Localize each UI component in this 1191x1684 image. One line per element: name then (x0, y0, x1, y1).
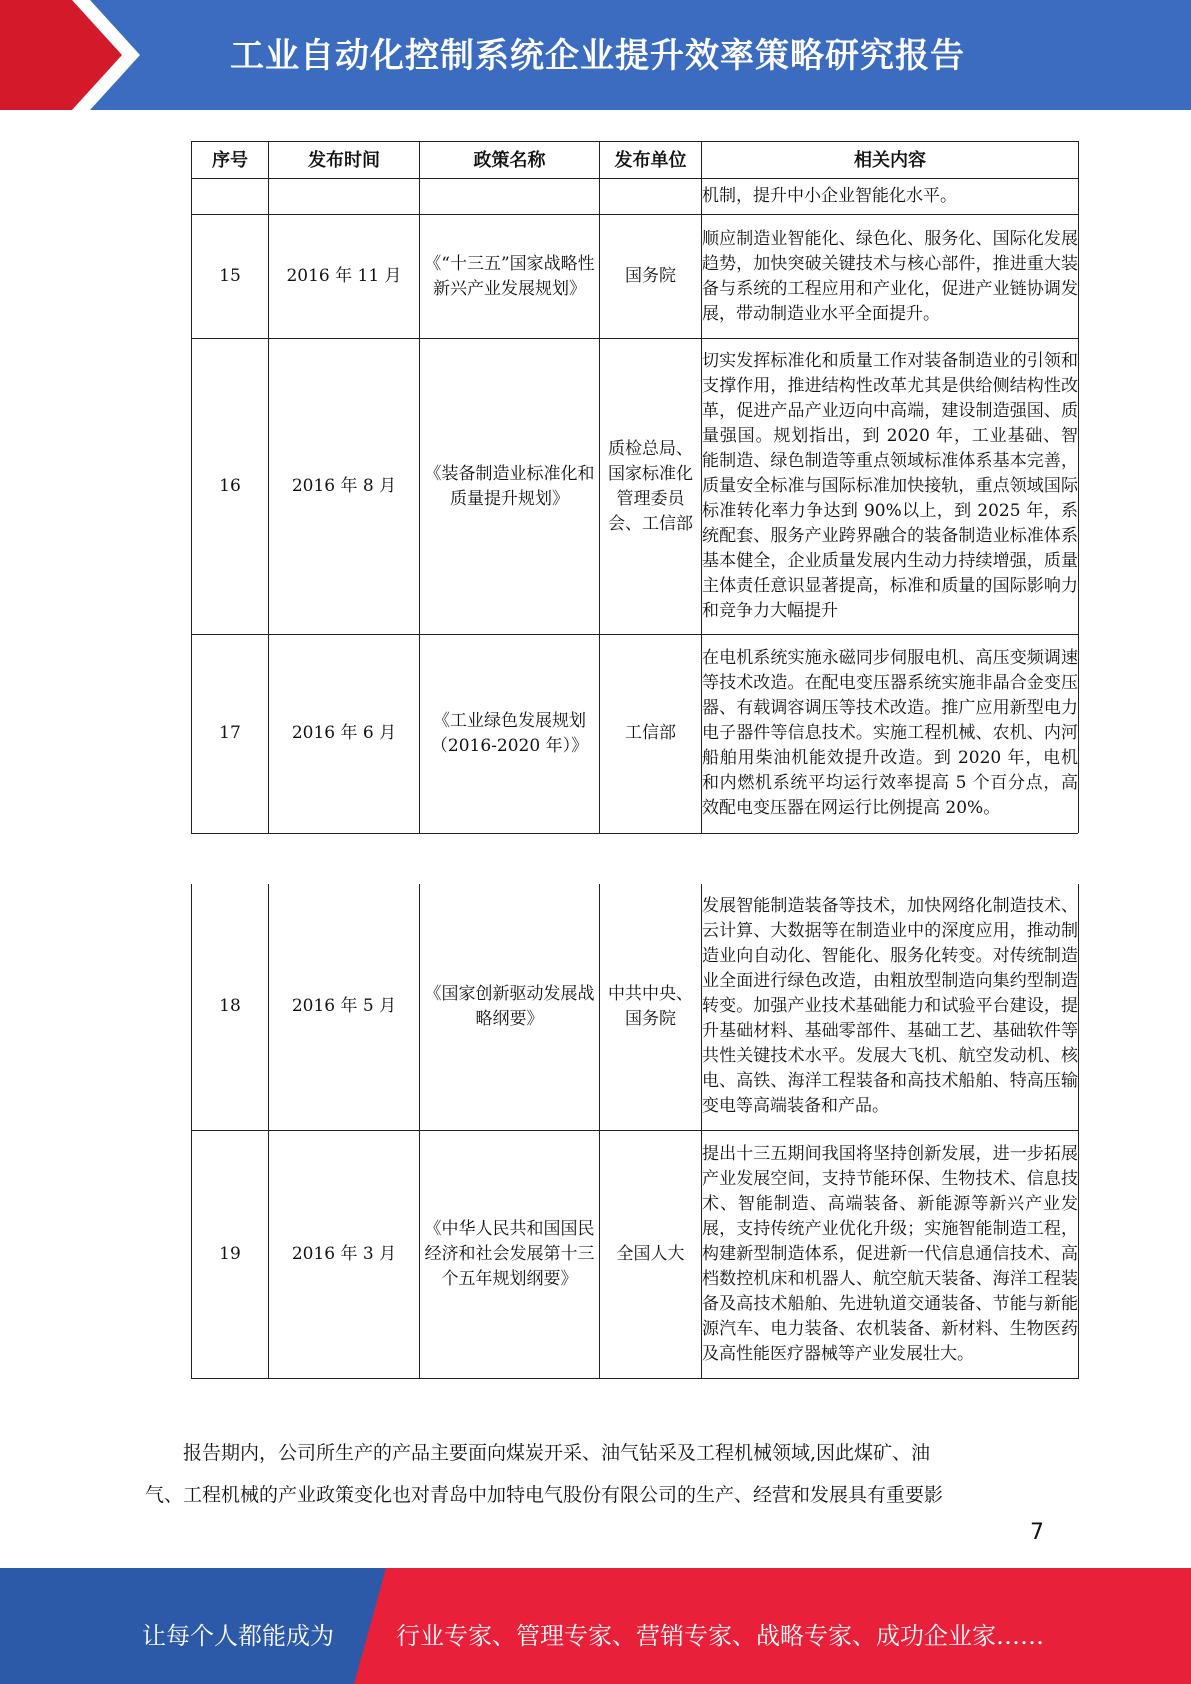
row-policy-name: 《装备制造业标准化和质量提升规划》 (420, 339, 600, 635)
col-header-content: 相关内容 (702, 142, 1079, 179)
footer-slogan-left: 让每个人都能成为 (142, 1622, 334, 1650)
row-content: 发展智能制造装备等技术，加快网络化制造技术、云计算、大数据等在制造业中的深度应用，推动制造业向自动化、智能化、服务化转变。对传统制造业全面进行绿色改造，由粗放型制造向集约型制造转变。加强产业技术基础能力和试验平台建设，提升基础材料、基础零部件、基础工艺、基础软件等共性关键技术水平。发展大飞机、航空发动机、核电、高铁、海洋工程装备和高技术船舶、特高压输变电等高端装备和产品。 (702, 884, 1079, 1130)
row-issuer: 质检总局、国家标准化管理委员会、工信部 (600, 339, 702, 635)
table-row (192, 215, 1079, 339)
row-issuer: 工信部 (600, 635, 702, 833)
row-issuer: 国务院 (600, 215, 702, 339)
policy-table-continued (191, 884, 1079, 1379)
row-date: 2016 年 5 月 (269, 884, 420, 1130)
table-row (192, 635, 1079, 833)
row-date: 2016 年 6 月 (269, 635, 420, 833)
row-no: 19 (192, 1130, 269, 1378)
paragraph-line-2: 气、工程机械的产业政策变化也对青岛中加特电气股份有限公司的生产、经营和发展具有重要影 (145, 1484, 944, 1506)
col-header-no: 序号 (192, 142, 269, 179)
row-date: 2016 年 3 月 (269, 1130, 420, 1378)
row-policy-name: 《国家创新驱动发展战略纲要》 (420, 884, 600, 1130)
col-header-name: 政策名称 (420, 142, 600, 179)
row-issuer: 中共中央、国务院 (600, 884, 702, 1130)
col-header-date: 发布时间 (269, 142, 420, 179)
paragraph-line-1: 报告期内，公司所生产的产品主要面向煤炭开采、油气钻采及工程机械领域,因此煤矿、油 (183, 1442, 931, 1464)
row-no: 15 (192, 215, 269, 339)
table-row (192, 1130, 1079, 1378)
page-number: 7 (1030, 1520, 1044, 1545)
row-no: 18 (192, 884, 269, 1130)
row-date: 2016 年 11 月 (269, 215, 420, 339)
body-paragraph (145, 1432, 1045, 1516)
row-date: 2016 年 8 月 (269, 339, 420, 635)
red-chevron-icon (0, 0, 140, 110)
policy-table (191, 141, 1079, 833)
row-content: 切实发挥标准化和质量工作对装备制造业的引领和支撑作用，推进结构性改革尤其是供给侧结构性改革，促进产品产业迈向中高端，建设制造强国、质量强国。规划指出，到 2020 年，工业基础、智能制造、绿色制造等重点领域标准体系基本完善，质量安全标准与国际标准加快接轨，重点领域国际标准转化率力争达到 90%以上，到 2025 年，系统配套、服务产业跨界融合的装备制造业标准体系基本健全，企业质量发展内生动力持续增强，质量主体责任意识显著提高，标准和质量的国际影响力和竞争力大幅提升 (702, 339, 1079, 635)
row-policy-name: 《中华人民共和国国民经济和社会发展第十三个五年规划纲要》 (420, 1130, 600, 1378)
row-policy-name: 《工业绿色发展规划（2016-2020 年）》 (420, 635, 600, 833)
row-content: 提出十三五期间我国将坚持创新发展，进一步拓展产业发展空间，支持节能环保、生物技术、信息技术、智能制造、高端装备、新能源等新兴产业发展，支持传统产业优化升级；实施智能制造工程，构建新型制造体系，促进新一代信息通信技术、高档数控机床和机器人、航空航天装备、海洋工程装备及高技术船舶、先进轨道交通装备、节能与新能源汽车、电力装备、农机装备、新材料、生物医药及高性能医疗器械等产业发展壮大。 (702, 1130, 1079, 1378)
continued-content: 机制，提升中小企业智能化水平。 (702, 179, 1079, 215)
report-title: 工业自动化控制系统企业提升效率策略研究报告 (230, 36, 965, 76)
row-no: 16 (192, 339, 269, 635)
col-header-issuer: 发布单位 (600, 142, 702, 179)
footer-slogan-right: 行业专家、管理专家、营销专家、战略专家、成功企业家…… (396, 1622, 1044, 1650)
table-row (192, 884, 1079, 1130)
row-policy-name: 《“十三五”国家战略性新兴产业发展规划》 (420, 215, 600, 339)
table-bottom-rule (191, 833, 1078, 834)
table-row-continued (192, 179, 1079, 215)
row-content: 顺应制造业智能化、绿色化、服务化、国际化发展趋势，加快突破关键技术与核心部件，推进重大装备与系统的工程应用和产业化，促进产业链协调发展，带动制造业水平全面提升。 (702, 215, 1079, 339)
header-banner (0, 0, 1191, 110)
row-content: 在电机系统实施永磁同步伺服电机、高压变频调速等技术改造。在配电变压器系统实施非晶合金变压器、有载调容调压等技术改造。推广应用新型电力电子器件等信息技术。实施工程机械、农机、内河船舶用柴油机能效提升改造。到 2020 年，电机和内燃机系统平均运行效率提高 5 个百分点，高效配电变压器在网运行比例提高 20%。 (702, 635, 1079, 833)
row-issuer: 全国人大 (600, 1130, 702, 1378)
row-no: 17 (192, 635, 269, 833)
table-row (192, 339, 1079, 635)
footer-banner (0, 1568, 1191, 1684)
table-header-row (192, 142, 1079, 179)
